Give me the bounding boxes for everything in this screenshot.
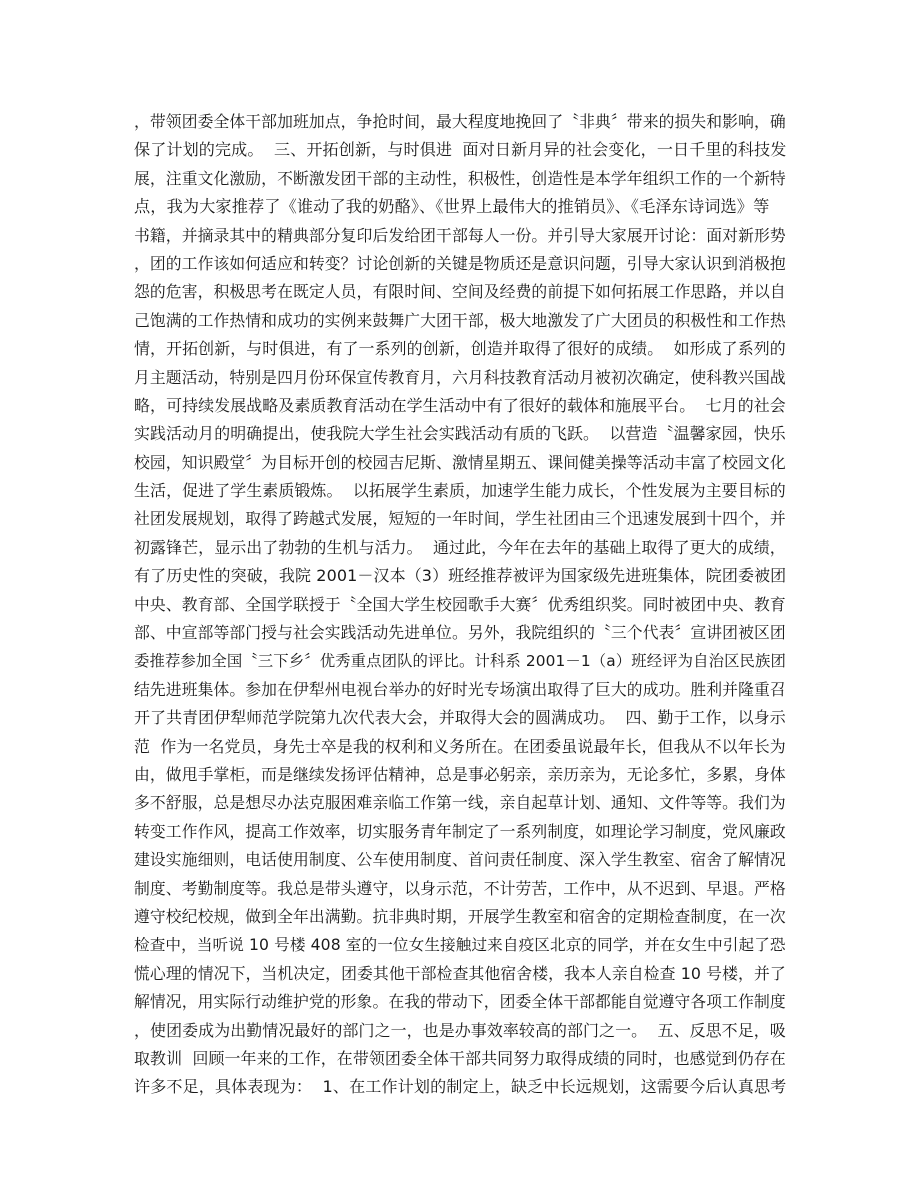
text-line: 生活，促进了学生素质锻炼。 以拓展学生素质，加速学生能力成长，个性发展为主要目标的 bbox=[134, 481, 786, 501]
text-line: ，团的工作该如何适应和转变？讨论创新的关键是物质还是意识问题，引导大家认识到消极抱 bbox=[134, 253, 786, 273]
text-line: 怨的危害，积极思考在既定人员，有限时间、空间及经费的前提下如何拓展工作思路，并以自 bbox=[134, 282, 786, 302]
body-text bbox=[134, 108, 787, 1102]
text-line: 转变工作作风，提高工作效率，切实服务青年制定了一系列制度，如理论学习制度，党风廉政 bbox=[134, 821, 786, 841]
text-line: 由，做甩手掌柜，而是继续发扬评估精神，总是事必躬亲，亲历亲为，无论多忙，多累，身体 bbox=[134, 764, 786, 784]
text-line: 遵守校纪校规，做到全年出满勤。抗非典时期，开展学生教室和宿舍的定期检查制度，在一次 bbox=[134, 906, 786, 926]
text-line: 点，我为大家推荐了《谁动了我的奶酪》、《世界上最伟大的推销员》、《毛泽东诗词选》等 bbox=[134, 197, 770, 217]
text-line: 范 作为一名党员，身先士卒是我的权利和义务所在。在团委虽说最年长，但我从不以年长为 bbox=[134, 736, 786, 756]
text-line: 社团发展规划，取得了跨越式发展，短短的一年时间，学生社团由三个迅速发展到十四个，并 bbox=[134, 509, 786, 529]
text-line: 许多不足，具体表现为： 1、在工作计划的制定上，缺乏中长远规划，这需要今后认真思考 bbox=[134, 1077, 787, 1097]
text-line: 结先进班集体。参加在伊犁州电视台举办的好时光专场演出取得了巨大的成功。胜利并隆重召 bbox=[134, 679, 786, 699]
text-line: 己饱满的工作热情和成功的实例来鼓舞广大团干部，极大地激发了广大团员的积极性和工作热 bbox=[134, 310, 786, 330]
text-line: 中央、教育部、全国学联授于〝全国大学生校园歌手大赛〞优秀组织奖。同时被团中央、教育 bbox=[134, 594, 786, 614]
text-line: 实践活动月的明确提出，使我院大学生社会实践活动有质的飞跃。 以营造〝温馨家园，快乐 bbox=[134, 424, 786, 444]
text-line: 书籍，并摘录其中的精典部分复印后发给团干部每人一份。并引导大家展开讨论：面对新形势 bbox=[134, 225, 786, 245]
text-line: 情，开拓创新，与时俱进，有了一系列的创新，创造并取得了很好的成绩。 如形成了系列的 bbox=[134, 339, 786, 359]
text-line: 略，可持续发展战略及素质教育活动在学生活动中有了很好的载体和施展平台。 七月的社会 bbox=[134, 395, 786, 415]
text-line: 检查中，当听说 10 号楼 408 室的一位女生接触过来自疫区北京的同学，并在女生中引起了恐 bbox=[134, 936, 786, 955]
text-line: 校园，知识殿堂〞为目标开创的校园吉尼斯、激情星期五、课间健美操等活动丰富了校园文化 bbox=[134, 452, 786, 472]
text-line: 取教训 回顾一年来的工作，在带领团委全体干部共同努力取得成绩的同时，也感觉到仍存在 bbox=[134, 1048, 786, 1068]
text-line: 开了共青团伊犁师范学院第九次代表大会，并取得大会的圆满成功。 四、勤于工作，以身示 bbox=[134, 708, 786, 728]
text-line: 月主题活动，特别是四月份环保宣传教育月，六月科技教育活动月被初次确定，使科教兴国战 bbox=[134, 367, 786, 387]
text-line: ，带领团委全体干部加班加点，争抢时间，最大程度地挽回了〝非典〞带来的损失和影响，确 bbox=[134, 112, 786, 131]
text-line: 建设实施细则，电话使用制度、公车使用制度、首问责任制度、深入学生教室、宿舍了解情况 bbox=[134, 850, 786, 870]
text-line: ，使团委成为出勤情况最好的部门之一，也是办事效率较高的部门之一。 五、反思不足，吸 bbox=[134, 1020, 786, 1040]
text-line: 慌心理的情况下，当机决定，团委其他干部检查其他宿舍楼，我本人亲自检查 10 号楼，并了 bbox=[134, 963, 786, 983]
text-line: 部、中宣部等部门授与社会实践活动先进单位。另外，我院组织的〝三个代表〞宣讲团被区团 bbox=[134, 623, 786, 643]
text-line: 制度、考勤制度等。我总是带头遵守，以身示范，不计劳苦，工作中，从不迟到、早退。严格 bbox=[134, 878, 786, 898]
text-line: 有了历史性的突破，我院 2001－汉本（3）班经推荐被评为国家级先进班集体，院团委被团 bbox=[134, 566, 787, 586]
text-line: 多不舒服，总是想尽办法克服困难亲临工作第一线，亲自起草计划、通知、文件等等。我们为 bbox=[134, 793, 786, 813]
text-line: 委推荐参加全国〝三下乡〞优秀重点团队的评比。计科系 2001－1（a）班经评为自治区民族团 bbox=[134, 652, 786, 671]
text-line: 展，注重文化激励，不断激发团干部的主动性，积极性，创造性是本学年组织工作的一个新特 bbox=[134, 168, 786, 188]
text-line: 保了计划的完成。 三、开拓创新，与时俱进 面对日新月异的社会变化，一日千里的科技发 bbox=[134, 140, 787, 160]
text-line: 初露锋芒，显示出了勃勃的生机与活力。 通过此，今年在去年的基础上取得了更大的成绩， bbox=[134, 537, 786, 557]
text-line: 解情况，用实际行动维护党的形象。在我的带动下，团委全体干部都能自觉遵守各项工作制度 bbox=[134, 992, 786, 1012]
